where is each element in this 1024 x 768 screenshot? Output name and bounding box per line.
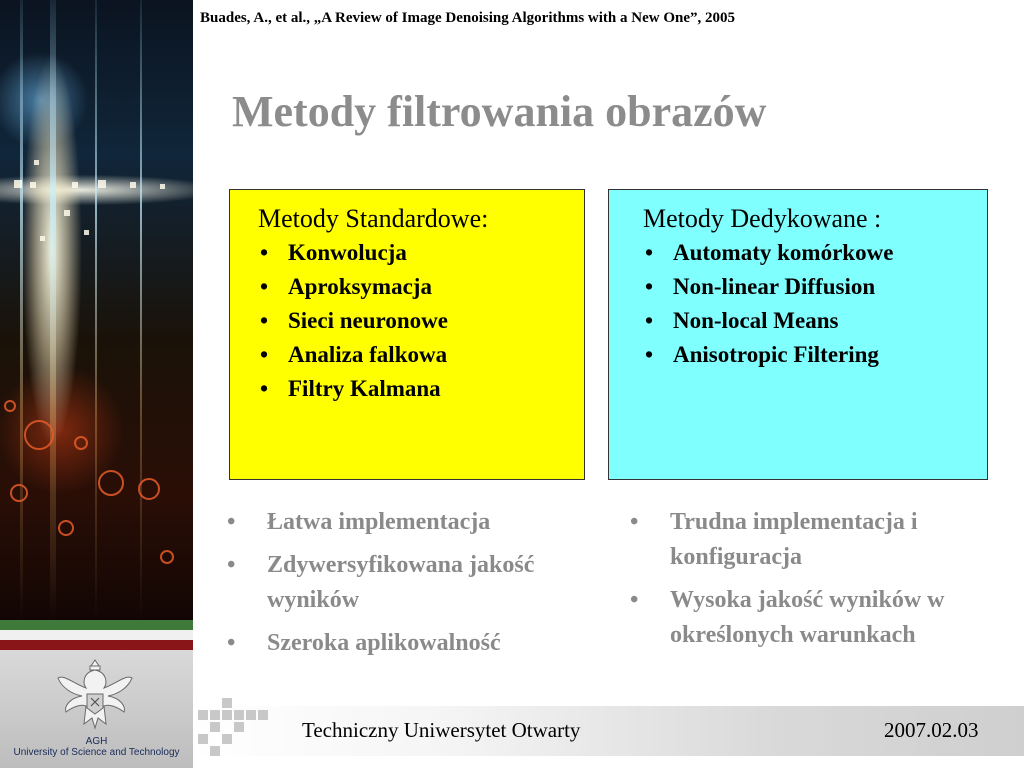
note-item: • Łatwa implementacja	[227, 505, 587, 540]
decorative-squares	[198, 698, 278, 760]
standard-methods-notes	[227, 505, 587, 669]
slide-title: Metody filtrowania obrazów	[232, 87, 767, 136]
list-item: • Konwolucja	[258, 236, 574, 270]
dedicated-methods-notes	[630, 505, 1000, 661]
list-item: • Non-local Means	[643, 304, 977, 338]
list-item: • Filtry Kalmana	[258, 372, 574, 406]
list-item: • Analiza falkowa	[258, 338, 574, 372]
color-stripes	[0, 620, 193, 650]
list-item: • Aproksymacja	[258, 270, 574, 304]
note-item: • Zdywersyfikowana jakość wyników	[227, 548, 587, 618]
note-item: • Wysoka jakość wyników w określonych warunkach	[630, 583, 1000, 653]
university-logo	[0, 650, 193, 768]
agh-eagle-emblem-icon	[54, 654, 136, 738]
footer-date: 2007.02.03	[884, 718, 979, 742]
list-item: • Automaty komórkowe	[643, 236, 977, 270]
standard-methods-heading: Metody Standardowe:	[258, 204, 489, 233]
footer-institution: Techniczny Uniwersytet Otwarty	[302, 718, 581, 742]
logo-full-name: University of Science and Technology	[13, 747, 180, 758]
decorative-banner-image	[0, 0, 193, 620]
note-item: • Szeroka aplikowalność	[227, 626, 587, 661]
list-item: • Non-linear Diffusion	[643, 270, 977, 304]
logo-abbreviation: AGH	[85, 736, 108, 747]
dedicated-methods-box	[608, 189, 988, 480]
dedicated-methods-list	[643, 236, 977, 372]
standard-methods-list	[258, 236, 574, 406]
standard-methods-box	[229, 189, 585, 480]
note-item: • Trudna implementacja i konfiguracja	[630, 505, 1000, 575]
citation-text: Buades, A., et al., „A Review of Image Denoising Algorithms with a New One”, 2005	[200, 10, 735, 26]
list-item: • Sieci neuronowe	[258, 304, 574, 338]
dedicated-methods-heading: Metody Dedykowane :	[643, 204, 882, 233]
list-item: • Anisotropic Filtering	[643, 338, 977, 372]
